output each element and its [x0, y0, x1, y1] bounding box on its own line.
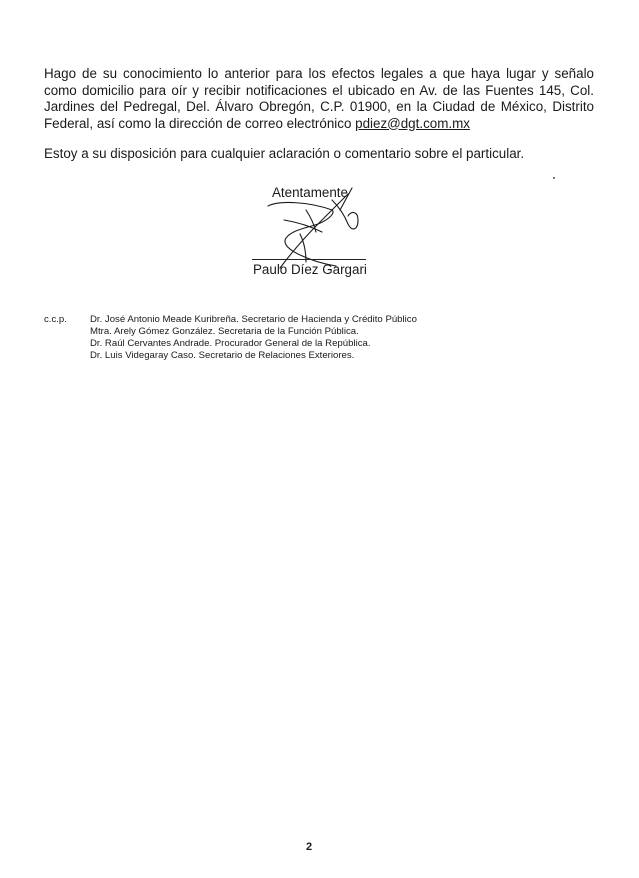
ccp-recipient: Mtra. Arely Gómez González. Secretaria de la Función Pública. [90, 326, 359, 337]
signature-line [252, 259, 366, 260]
paragraph-availability: Estoy a su disposición para cualquier aclaración o comentario sobre el particular. [44, 146, 525, 161]
ccp-recipient: Dr. Raúl Cervantes Andrade. Procurador General de la República. [90, 338, 371, 349]
email-link[interactable]: pdiez@dgt.com.mx [355, 115, 470, 131]
paragraph-notification-text: Hago de su conocimiento lo anterior para los efectos legales a que haya lugar y señalo como domicilio para oír y recibir notificaciones el ubicado en Av. de las Fuentes 145, Col. Jardines del Pedregal, Del. Álvaro Obregón, C.P. 01900, en la Ciudad de México, Distrito Federal, así como la dirección de correo electrónico [44, 66, 594, 131]
scan-speck [553, 177, 555, 179]
ccp-recipient: Dr. Luis Videgaray Caso. Secretario de Relaciones Exteriores. [90, 350, 355, 361]
ccp-recipient: Dr. José Antonio Meade Kuribreña. Secretario de Hacienda y Crédito Público [90, 314, 417, 325]
closing-salutation: Atentamente [272, 185, 348, 200]
handwritten-signature [240, 180, 380, 270]
ccp-label: c.c.p. [44, 314, 67, 325]
page-number: 2 [306, 841, 313, 853]
paragraph-notification-address [44, 66, 594, 132]
ccp-recipient-list [90, 314, 417, 362]
signer-name: Paulo Díez Gargari [253, 262, 367, 277]
